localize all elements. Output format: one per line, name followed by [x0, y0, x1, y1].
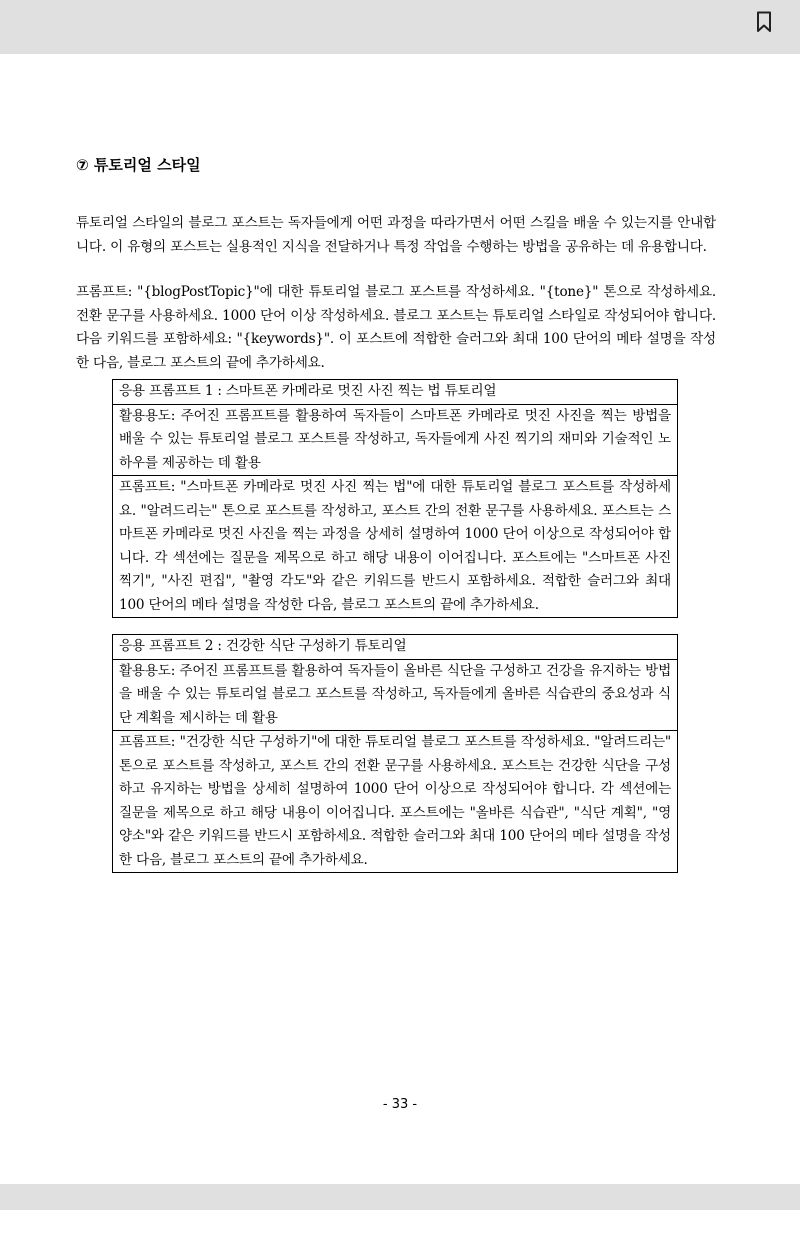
top-toolbar [0, 0, 800, 54]
bookmark-icon[interactable] [756, 11, 772, 33]
example-prompt: 프롬프트: "스마트폰 카메라로 멋진 사진 찍는 법"에 대한 튜토리얼 블로그 포스트를 작성하세요. "알려드리는" 톤으로 포스트를 작성하고, 포스트 간의 전환 문구를 사용하세요. 포스트는 스마트폰 카메라로 멋진 사진을 찍는 과정을 상세히 설명하여 1000 단어 이상으로 작성되어야 합니다. 각 섹션에는 질문을 제목으로 하고 해당 내용이 이어집니다. 포스트에는 "스마트폰 사진 찍기", "사진 편집", "촬영 각도"와 같은 키워드를 반드시 포함하세요. 적합한 슬러그와 최대 100 단어의 메타 설명을 작성한 다음, 블로그 포스트의 끝에 추가하세요. [113, 476, 678, 618]
prompt-paragraph: 프롬프트: "{blogPostTopic}"에 대한 튜토리얼 블로그 포스트를 작성하세요. "{tone}" 톤으로 작성하세요. 전환 문구를 사용하세요. 1000 단어 이상 작성하세요. 블로그 포스트는 튜토리얼 스타일로 작성되어야 합니다. 다음 키워드를 포함하세요: "{keywords}". 이 포스트에 적합한 슬러그와 최대 100 단어의 메타 설명을 작성한 다음, 블로그 포스트의 끝에 추가하세요. [76, 284, 716, 371]
example-usage: 활용용도: 주어진 프롬프트를 활용하여 독자들이 올바른 식단을 구성하고 건강을 유지하는 방법을 배울 수 있는 튜토리얼 블로그 포스트를 작성하고, 독자들에게 올바른 식습관의 중요성과 식단 계획을 제시하는 데 활용 [113, 659, 678, 731]
example-usage: 활용용도: 주어진 프롬프트를 활용하여 독자들이 스마트폰 카메라로 멋진 사진을 찍는 방법을 배울 수 있는 튜토리얼 블로그 포스트를 작성하고, 독자들에게 사진 찍기의 재미와 기술적인 노하우를 제공하는 데 활용 [113, 404, 678, 476]
section-title: ⑦ 튜토리얼 스타일 [76, 156, 201, 174]
example-prompt: 프롬프트: "건강한 식단 구성하기"에 대한 튜토리얼 블로그 포스트를 작성하세요. "알려드리는" 톤으로 포스트를 작성하고, 포스트 간의 전환 문구를 사용하세요. 포스트는 건강한 식단을 구성하고 유지하는 방법을 상세히 설명하여 1000 단어 이상으로 작성되어야 합니다. 각 섹션에는 질문을 제목으로 하고 해당 내용이 이어집니다. 포스트에는 "올바른 식습관", "식단 계획", "영양소"와 같은 키워드를 반드시 포함하세요. 적합한 슬러그와 최대 100 단어의 메타 설명을 작성한 다음, 블로그 포스트의 끝에 추가하세요. [113, 731, 678, 873]
intro-paragraph: 튜토리얼 스타일의 블로그 포스트는 독자들에게 어떤 과정을 따라가면서 어떤 스킬을 배울 수 있는지를 안내합니다. 이 유형의 포스트는 실용적인 지식을 전달하거나 특정 작업을 수행하는 방법을 공유하는 데 유용합니다. [76, 215, 716, 255]
example-title: 응용 프롬프트 1 : 스마트폰 카메라로 멋진 사진 찍는 법 튜토리얼 [113, 380, 678, 405]
page-number: - 33 - [382, 1097, 418, 1112]
bottom-bar [0, 1184, 800, 1210]
example-box-1 [112, 379, 678, 618]
page-content [76, 150, 716, 873]
example-box-2 [112, 634, 678, 873]
example-title: 응용 프롬프트 2 : 건강한 식단 구성하기 튜토리얼 [113, 635, 678, 660]
